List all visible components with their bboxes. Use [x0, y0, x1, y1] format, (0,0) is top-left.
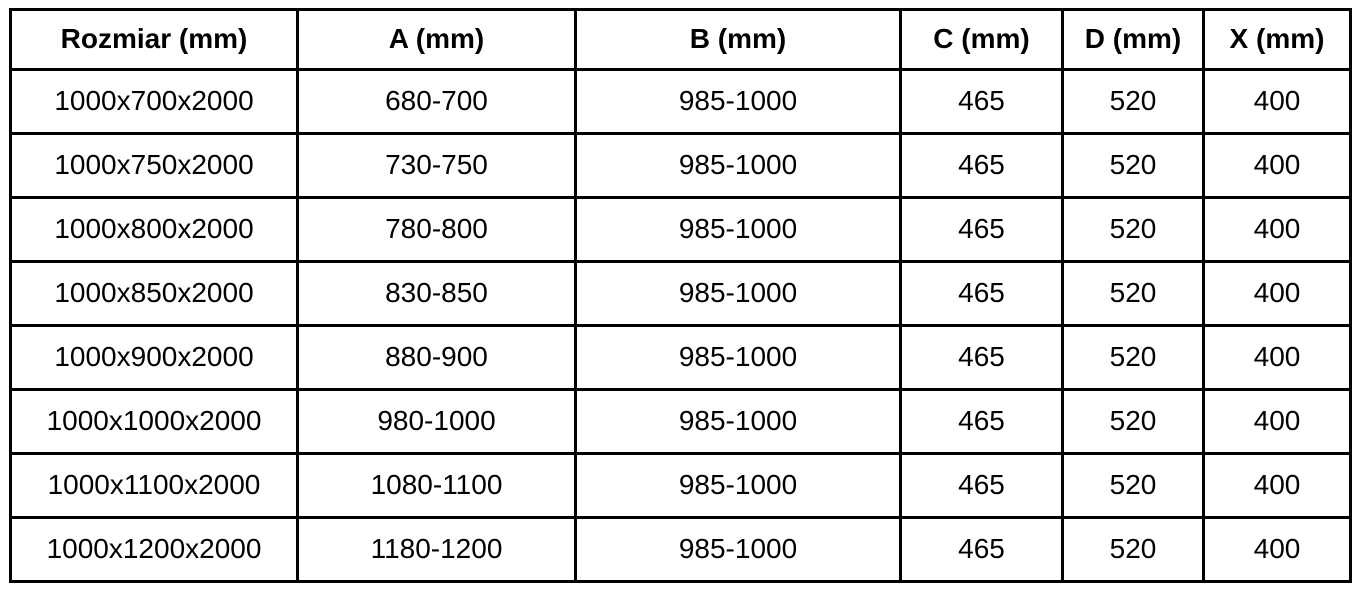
table-row: [11, 198, 1351, 262]
column-header-b: B (mm): [576, 10, 901, 70]
table-cell-rozmiar: 1000x900x2000: [11, 326, 298, 390]
table-row: [11, 390, 1351, 454]
table-cell-d: 520: [1063, 390, 1204, 454]
table-cell-rozmiar: 1000x1000x2000: [11, 390, 298, 454]
table-cell-d: 520: [1063, 326, 1204, 390]
table-cell-rozmiar: 1000x1200x2000: [11, 518, 298, 582]
table-cell-x: 400: [1204, 518, 1351, 582]
column-header-x: X (mm): [1204, 10, 1351, 70]
table-cell-d: 520: [1063, 70, 1204, 134]
table-cell-rozmiar: 1000x800x2000: [11, 198, 298, 262]
table-row: [11, 326, 1351, 390]
table-cell-c: 465: [901, 198, 1063, 262]
table-cell-b: 985-1000: [576, 326, 901, 390]
table-cell-c: 465: [901, 518, 1063, 582]
table-cell-a: 780-800: [298, 198, 576, 262]
table-cell-d: 520: [1063, 262, 1204, 326]
table-cell-d: 520: [1063, 198, 1204, 262]
table-cell-b: 985-1000: [576, 134, 901, 198]
table-cell-rozmiar: 1000x700x2000: [11, 70, 298, 134]
table-cell-x: 400: [1204, 134, 1351, 198]
table-cell-a: 680-700: [298, 70, 576, 134]
table-cell-x: 400: [1204, 454, 1351, 518]
table-cell-c: 465: [901, 326, 1063, 390]
table-cell-rozmiar: 1000x1100x2000: [11, 454, 298, 518]
header-row: [11, 10, 1351, 70]
table-cell-a: 830-850: [298, 262, 576, 326]
table-row: [11, 70, 1351, 134]
table-row: [11, 262, 1351, 326]
column-header-rozmiar: Rozmiar (mm): [11, 10, 298, 70]
table-cell-a: 1080-1100: [298, 454, 576, 518]
table-cell-b: 985-1000: [576, 198, 901, 262]
table-cell-b: 985-1000: [576, 390, 901, 454]
table-cell-x: 400: [1204, 262, 1351, 326]
table-row: [11, 518, 1351, 582]
table-cell-x: 400: [1204, 198, 1351, 262]
dimensions-table: [9, 8, 1352, 583]
table-cell-d: 520: [1063, 518, 1204, 582]
table-cell-d: 520: [1063, 454, 1204, 518]
table-cell-c: 465: [901, 134, 1063, 198]
table-cell-b: 985-1000: [576, 70, 901, 134]
table-cell-rozmiar: 1000x850x2000: [11, 262, 298, 326]
table-cell-a: 980-1000: [298, 390, 576, 454]
table-cell-a: 1180-1200: [298, 518, 576, 582]
table-cell-x: 400: [1204, 390, 1351, 454]
table-row: [11, 454, 1351, 518]
table-cell-b: 985-1000: [576, 518, 901, 582]
column-header-d: D (mm): [1063, 10, 1204, 70]
table-cell-a: 730-750: [298, 134, 576, 198]
table-cell-b: 985-1000: [576, 454, 901, 518]
table-row: [11, 134, 1351, 198]
column-header-a: A (mm): [298, 10, 576, 70]
table-cell-c: 465: [901, 454, 1063, 518]
table-cell-a: 880-900: [298, 326, 576, 390]
table-cell-c: 465: [901, 262, 1063, 326]
table-cell-rozmiar: 1000x750x2000: [11, 134, 298, 198]
table-cell-d: 520: [1063, 134, 1204, 198]
table-cell-b: 985-1000: [576, 262, 901, 326]
table-cell-x: 400: [1204, 70, 1351, 134]
table-cell-x: 400: [1204, 326, 1351, 390]
table-cell-c: 465: [901, 390, 1063, 454]
column-header-c: C (mm): [901, 10, 1063, 70]
table-cell-c: 465: [901, 70, 1063, 134]
